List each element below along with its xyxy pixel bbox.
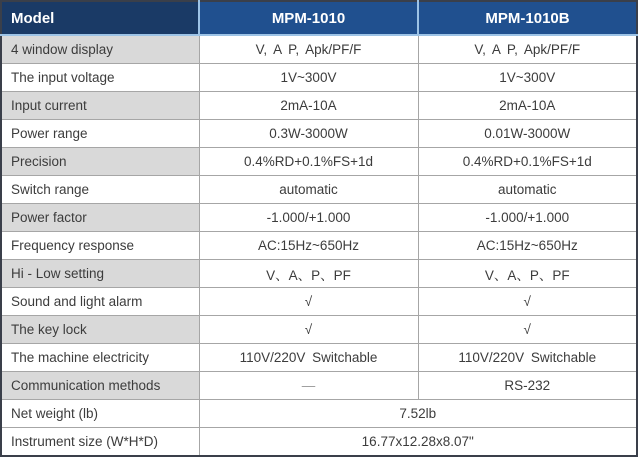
row-label: Communication methods — [1, 372, 199, 400]
cell-mpm1010: V, A P, Apk/PF/F — [199, 35, 418, 64]
table-row-key-lock — [1, 316, 637, 344]
cell-mpm1010: automatic — [199, 176, 418, 204]
table-row-power-factor — [1, 204, 637, 232]
cell-mpm1010: √ — [199, 288, 418, 316]
row-label: Instrument size (W*H*D) — [1, 428, 199, 457]
cell-mpm1010b: 110V/220V Switchable — [418, 344, 637, 372]
cell-mpm1010b: 0.01W-3000W — [418, 120, 637, 148]
cell-mpm1010b: √ — [418, 288, 637, 316]
cell-mpm1010b: 0.4%RD+0.1%FS+1d — [418, 148, 637, 176]
row-label: Hi - Low setting — [1, 260, 199, 288]
table-row-input-voltage — [1, 64, 637, 92]
cell-merged-both-models: 16.77x12.28x8.07" — [199, 428, 637, 457]
cell-mpm1010b: √ — [418, 316, 637, 344]
table-row-power-range — [1, 120, 637, 148]
row-label: Power factor — [1, 204, 199, 232]
header-model-mpm-1010: MPM-1010 — [199, 1, 418, 35]
cell-mpm1010: 0.4%RD+0.1%FS+1d — [199, 148, 418, 176]
cell-mpm1010: 1V~300V — [199, 64, 418, 92]
table-row-switch-range — [1, 176, 637, 204]
header-row — [1, 1, 637, 35]
row-label: 4 window display — [1, 35, 199, 64]
table-row-window-display — [1, 35, 637, 64]
header-model-mpm-1010b: MPM-1010B — [418, 1, 637, 35]
row-label: The key lock — [1, 316, 199, 344]
table-row-net-weight — [1, 400, 637, 428]
cell-mpm1010: 2mA-10A — [199, 92, 418, 120]
cell-mpm1010b: 1V~300V — [418, 64, 637, 92]
row-label: Sound and light alarm — [1, 288, 199, 316]
header-model-label: Model — [1, 1, 199, 35]
row-label: Frequency response — [1, 232, 199, 260]
cell-merged-both-models: 7.52lb — [199, 400, 637, 428]
row-label: Precision — [1, 148, 199, 176]
table-row-precision — [1, 148, 637, 176]
table-row-machine-electricity — [1, 344, 637, 372]
row-label: Input current — [1, 92, 199, 120]
cell-mpm1010: V、A、P、PF — [199, 260, 418, 288]
table-row-instrument-size — [1, 428, 637, 457]
cell-mpm1010: AC:15Hz~650Hz — [199, 232, 418, 260]
cell-mpm1010b: AC:15Hz~650Hz — [418, 232, 637, 260]
cell-mpm1010b: 2mA-10A — [418, 92, 637, 120]
row-label: The machine electricity — [1, 344, 199, 372]
table-row-input-current — [1, 92, 637, 120]
cell-mpm1010: — — [199, 372, 418, 400]
cell-mpm1010b: RS-232 — [418, 372, 637, 400]
cell-mpm1010: -1.000/+1.000 — [199, 204, 418, 232]
cell-mpm1010: √ — [199, 316, 418, 344]
table-row-frequency-response — [1, 232, 637, 260]
row-label: The input voltage — [1, 64, 199, 92]
cell-mpm1010b: V、A、P、PF — [418, 260, 637, 288]
table-row-sound-light-alarm — [1, 288, 637, 316]
table-row-hi-low-setting — [1, 260, 637, 288]
cell-mpm1010b: -1.000/+1.000 — [418, 204, 637, 232]
cell-mpm1010: 0.3W-3000W — [199, 120, 418, 148]
table-row-communication-methods — [1, 372, 637, 400]
cell-mpm1010b: automatic — [418, 176, 637, 204]
row-label: Net weight (lb) — [1, 400, 199, 428]
cell-mpm1010: 110V/220V Switchable — [199, 344, 418, 372]
cell-mpm1010b: V, A P, Apk/PF/F — [418, 35, 637, 64]
row-label: Switch range — [1, 176, 199, 204]
row-label: Power range — [1, 120, 199, 148]
